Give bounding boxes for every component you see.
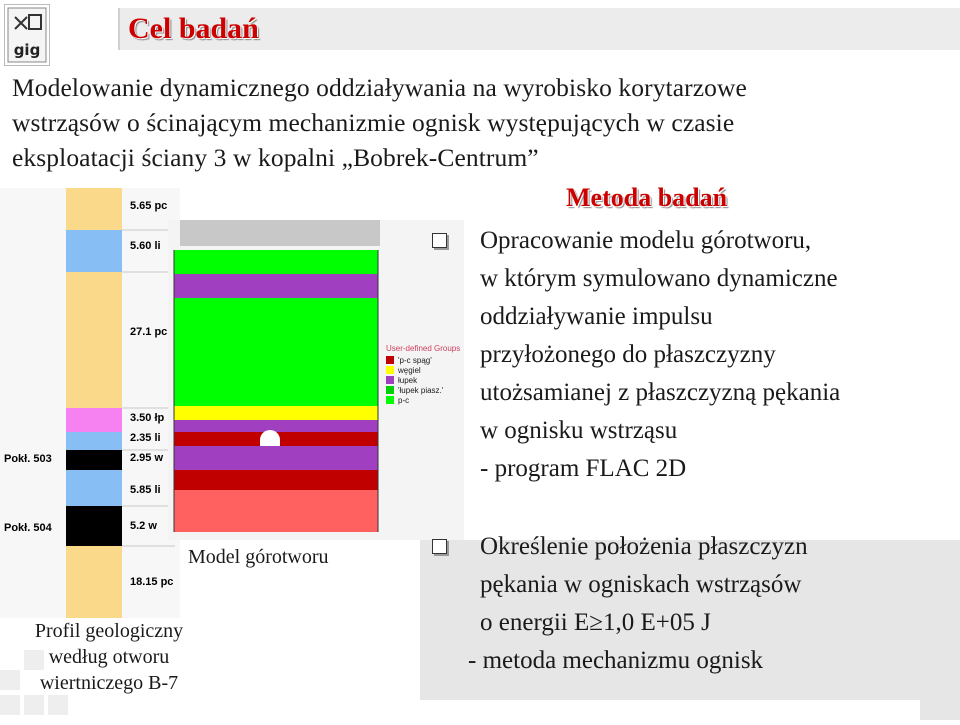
profile-layer	[66, 450, 122, 470]
profile-caption	[14, 618, 204, 696]
bullet-line: utożsamianej z płaszczyzną pękania	[480, 379, 841, 406]
bullet-checkbox-icon	[432, 539, 447, 554]
bullet-line: Opracowanie modelu górotworu,	[480, 227, 812, 254]
seam-label: Pokł. 504	[4, 522, 52, 534]
model-layer	[174, 470, 378, 490]
model-svg	[168, 220, 464, 540]
bullet-line: - program FLAC 2D	[480, 455, 687, 482]
profile-layer	[66, 506, 122, 546]
seam-label: Pokł. 503	[4, 453, 52, 465]
layer-label: 5.65 pc	[130, 200, 168, 212]
rock-model	[168, 220, 464, 540]
bullet-checkbox-icon	[432, 233, 447, 248]
profile-layer	[66, 546, 122, 618]
profile-layer	[66, 432, 122, 450]
bullet-line: w którym symulowano dynamiczne	[480, 265, 838, 292]
model-caption: Model górotworu	[188, 546, 329, 568]
model-layer	[174, 490, 378, 532]
profile-layer	[66, 230, 122, 272]
layer-label: 5.85 li	[130, 484, 161, 496]
method-title: Metoda badań	[566, 183, 728, 212]
intro-line: Modelowanie dynamicznego oddziaływania na wyrobisko korytarzowe	[12, 73, 747, 102]
bullet-line: o energii E≥1,0 E+05 J	[480, 609, 711, 636]
model-layer	[174, 420, 378, 432]
caption-line: wiertniczego B-7	[39, 672, 179, 694]
intro-line: eksploatacji ściany 3 w kopalni „Bobrek-Centrum”	[12, 143, 539, 172]
intro-line: wstrząsów o ścinającym mechanizmie ognisk występujących w czasie	[12, 108, 735, 137]
model-layer	[174, 446, 378, 470]
legend-label: węgiel	[398, 366, 421, 375]
profile-layer	[66, 272, 122, 408]
svg-text:gig: gig	[13, 41, 41, 59]
profile-layer	[66, 408, 122, 432]
legend-label: 'łupek piasz.'	[398, 386, 444, 395]
bullet-model	[432, 222, 840, 488]
model-layer	[174, 274, 378, 298]
model-layer	[174, 250, 378, 274]
legend-label: p-c	[398, 396, 410, 405]
layer-label: 2.35 li	[130, 432, 161, 444]
legend-label: łupek	[398, 376, 418, 385]
bullet-line: pękania w ogniskach wstrząsów	[480, 571, 802, 598]
profile-svg	[0, 188, 180, 618]
bullet-line: w ognisku wstrząsu	[480, 417, 678, 444]
page-title: Cel badań	[128, 12, 259, 45]
model-layer	[174, 406, 378, 420]
profile-layer	[66, 470, 122, 506]
bullet-line: przyłożonego do płaszczyzny	[480, 341, 776, 368]
profile-layer	[66, 188, 122, 230]
intro-text	[12, 70, 952, 175]
bullet-line: oddziaływanie impulsu	[480, 303, 713, 330]
bullet-mechanism	[432, 528, 808, 680]
model-layer	[174, 298, 378, 406]
layer-label: 3.50 łp	[130, 412, 165, 424]
legend-label: 'p-c spąg'	[398, 356, 432, 365]
layer-label: 5.60 li	[130, 240, 161, 252]
gig-logo	[4, 4, 50, 66]
layer-label: 27.1 pc	[130, 326, 168, 338]
caption-line: Profil geologiczny	[34, 620, 184, 642]
layer-label: 5.2 w	[130, 520, 157, 532]
bullet-line: Określenie położenia płaszczyzn	[480, 533, 808, 560]
model-legend	[386, 356, 394, 404]
bullet-line: - metoda mechanizmu ognisk	[468, 647, 764, 674]
legend-title: User-defined Groups	[386, 344, 461, 353]
caption-line: według otworu	[48, 646, 170, 668]
layer-label: 18.15 pc	[130, 576, 174, 588]
geological-profile	[0, 188, 180, 618]
layer-label: 2.95 w	[130, 452, 164, 464]
